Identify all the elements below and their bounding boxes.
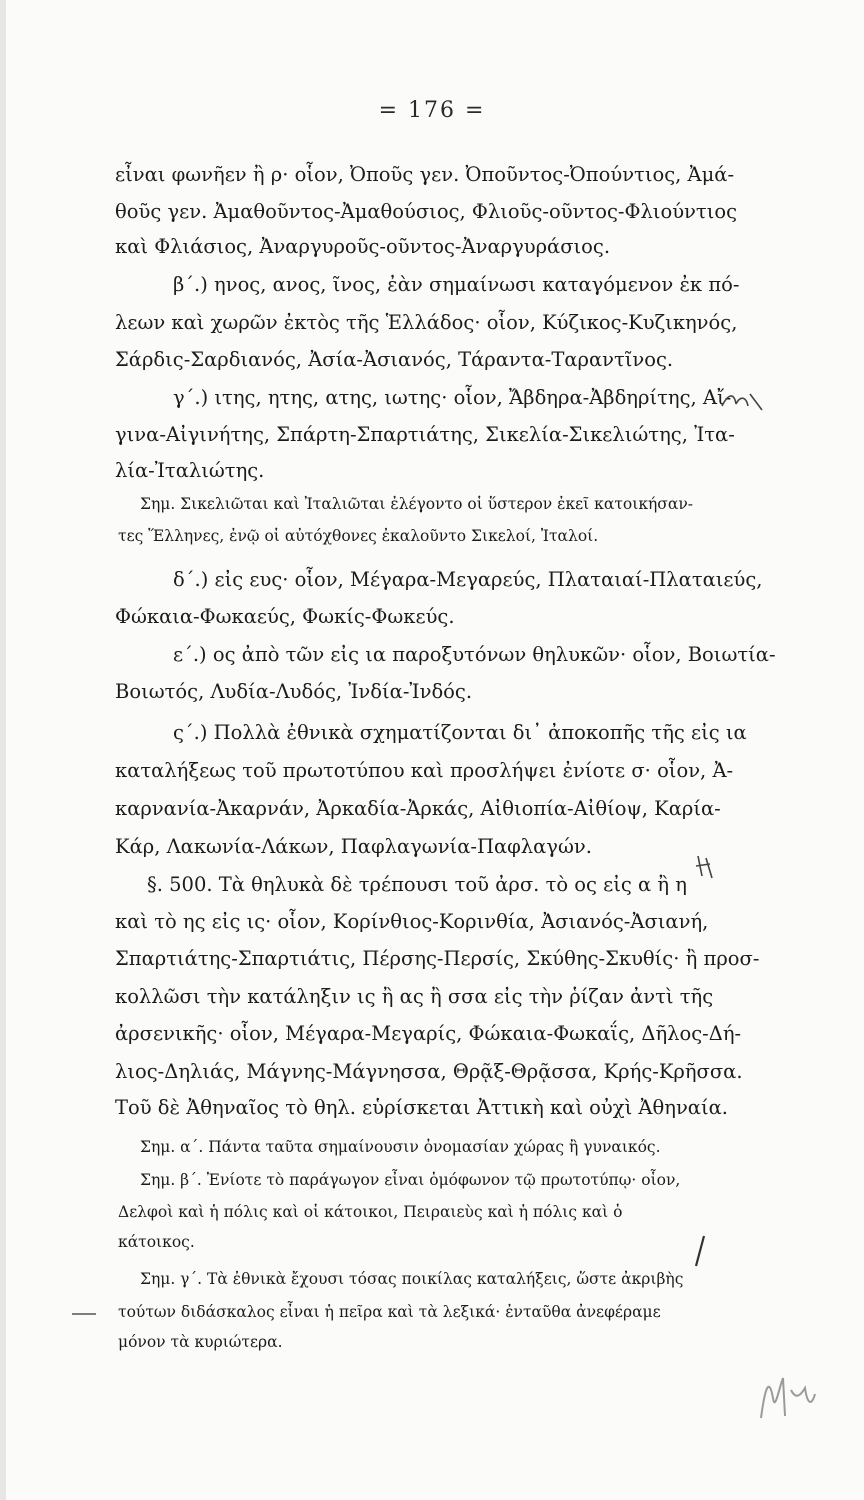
text-line: Σάρδις-Σαρδιανός, Ἀσία-Ἀσιανός, Τάραντα-Ταραντῖνος. bbox=[115, 348, 674, 371]
signature-icon bbox=[755, 1368, 835, 1428]
footnote-line: Σημ. α΄. Πάντα ταῦτα σημαίνουσιν ὀνομασίαν χώρας ἢ γυναικός. bbox=[140, 1138, 661, 1156]
text-line: ε΄.) ος ἀπὸ τῶν εἰς ια παροξυτόνων θηλυκῶν· οἷον, Βοιωτία- bbox=[173, 643, 776, 666]
text-line: Κάρ, Λακωνία-Λάκων, Παφλαγωνία-Παφλαγών. bbox=[115, 835, 592, 858]
page-number: = 176 = bbox=[378, 98, 486, 123]
footnote-line: Σημ. γ΄. Τὰ ἐθνικὰ ἔχουσι τόσας ποικίλας καταλήξεις, ὥστε ἀκριβὴς bbox=[140, 1270, 684, 1288]
text-line: καρνανία-Ἀκαρνάν, Ἀρκαδία-Ἀρκάς, Αἰθιοπία-Αἰθίοψ, Καρία- bbox=[115, 797, 721, 820]
text-line: Τοῦ δὲ Ἀθηναῖος τὸ θηλ. εὑρίσκεται Ἀττικὴ καὶ οὐχὶ Ἀθηναία. bbox=[115, 1096, 728, 1119]
pencil-mark-icon bbox=[690, 1232, 710, 1272]
footnote-line: τούτων διδάσκαλος εἶναι ἡ πεῖρα καὶ τὰ λεξικά· ἐνταῦθα ἀνεφέραμε bbox=[118, 1303, 661, 1321]
text-line: Σπαρτιάτης-Σπαρτιάτις, Πέρσης-Περσίς, Σκύθης-Σκυθίς· ἢ προσ- bbox=[115, 947, 760, 970]
text-line: καὶ τὸ ης εἰς ις· οἷον, Κορίνθιος-Κορινθία, Ἀσιανός-Ἀσιανή, bbox=[115, 910, 709, 933]
text-line: καὶ Φλιάσιος, Ἀναργυροῦς-οῦντος-Ἀναργυράσιος. bbox=[115, 235, 611, 258]
footnote-line: κάτοικος. bbox=[118, 1233, 195, 1251]
text-line: καταλήξεως τοῦ πρωτοτύπου καὶ προσλήψει ἐνίοτε σ· οἷον, Ἀ- bbox=[115, 759, 734, 782]
text-line: ς΄.) Πολλὰ ἐθνικὰ σχηματίζονται δι᾽ ἀποκοπῆς τῆς εἰς ια bbox=[173, 721, 747, 744]
pencil-dash-icon bbox=[70, 1308, 100, 1320]
page-edge-shadow bbox=[0, 0, 6, 1500]
text-line: β΄.) ηνος, ανος, ῖνος, ἐὰν σημαίνωσι καταγόμενον ἐκ πό- bbox=[173, 273, 740, 296]
footnote-line: Σημ. β΄. Ἐνίοτε τὸ παράγωγον εἶναι ὁμόφωνον τῷ πρωτοτύπῳ· οἷον, bbox=[140, 1171, 681, 1189]
text-line: δ΄.) εἰς ευς· οἷον, Μέγαρα-Μεγαρεύς, Πλαταιαί-Πλαταιεύς, bbox=[173, 568, 763, 591]
footnote-line: Δελφοὶ καὶ ἡ πόλις καὶ οἱ κάτοικοι, Πειραιεὺς καὶ ἡ πόλις καὶ ὁ bbox=[118, 1203, 623, 1221]
text-line: λία-Ἰταλιώτης. bbox=[115, 459, 265, 482]
text-line: λιος-Δηλιάς, Μάγνης-Μάγνησσα, Θρᾷξ-Θρᾷσσα, Κρής-Κρῆσσα. bbox=[115, 1060, 743, 1083]
pencil-mark-icon bbox=[718, 388, 766, 414]
footnote-line: Σημ. Σικελιῶται καὶ Ἰταλιῶται ἐλέγοντο οἱ ὕστερον ἐκεῖ κατοικήσαν- bbox=[140, 495, 693, 513]
text-line: γ΄.) ιτης, ητης, ατης, ιωτης· οἷον, Ἄβδηρα-Ἀβδηρίτης, Αἴ- bbox=[173, 386, 732, 409]
text-line: γινα-Αἰγινήτης, Σπάρτη-Σπαρτιάτης, Σικελία-Σικελιώτης, Ἰτα- bbox=[115, 423, 735, 446]
text-line: Φώκαια-Φωκαεύς, Φωκίς-Φωκεύς. bbox=[115, 605, 455, 628]
text-line: κολλῶσι τὴν κατάληξιν ις ἢ ας ἢ σσα εἰς τὴν ῥίζαν ἀντὶ τῆς bbox=[115, 985, 714, 1008]
text-line: θοῦς γεν. Ἀμαθοῦντος-Ἀμαθούσιος, Φλιοῦς-οῦντος-Φλιούντιος bbox=[115, 200, 738, 223]
footnote-line: τες Ἕλληνες, ἐνῷ οἱ αὐτόχθονες ἐκαλοῦντο Σικελοί, Ἰταλοί. bbox=[118, 527, 599, 545]
footnote-line: μόνον τὰ κυριώτερα. bbox=[118, 1333, 283, 1351]
pencil-mark-icon bbox=[692, 852, 722, 882]
text-line: εἶναι φωνῆεν ἢ ρ· οἷον, Ὀποῦς γεν. Ὀποῦντος-Ὀπούντιος, Ἀμά- bbox=[115, 163, 735, 186]
text-line: λεων καὶ χωρῶν ἐκτὸς τῆς Ἑλλάδος· οἷον, Κύζικος-Κυζικηνός, bbox=[115, 311, 738, 334]
text-line: Βοιωτός, Λυδία-Λυδός, Ἰνδία-Ἰνδός. bbox=[115, 680, 473, 703]
section-heading-line: §. 500. Τὰ θηλυκὰ δὲ τρέπουσι τοῦ ἀρσ. τὸ ος εἰς α ἢ η bbox=[147, 873, 687, 896]
text-line: ἀρσενικῆς· οἷον, Μέγαρα-Μεγαρίς, Φώκαια-Φωκαΐς, Δῆλος-Δή- bbox=[115, 1022, 742, 1045]
